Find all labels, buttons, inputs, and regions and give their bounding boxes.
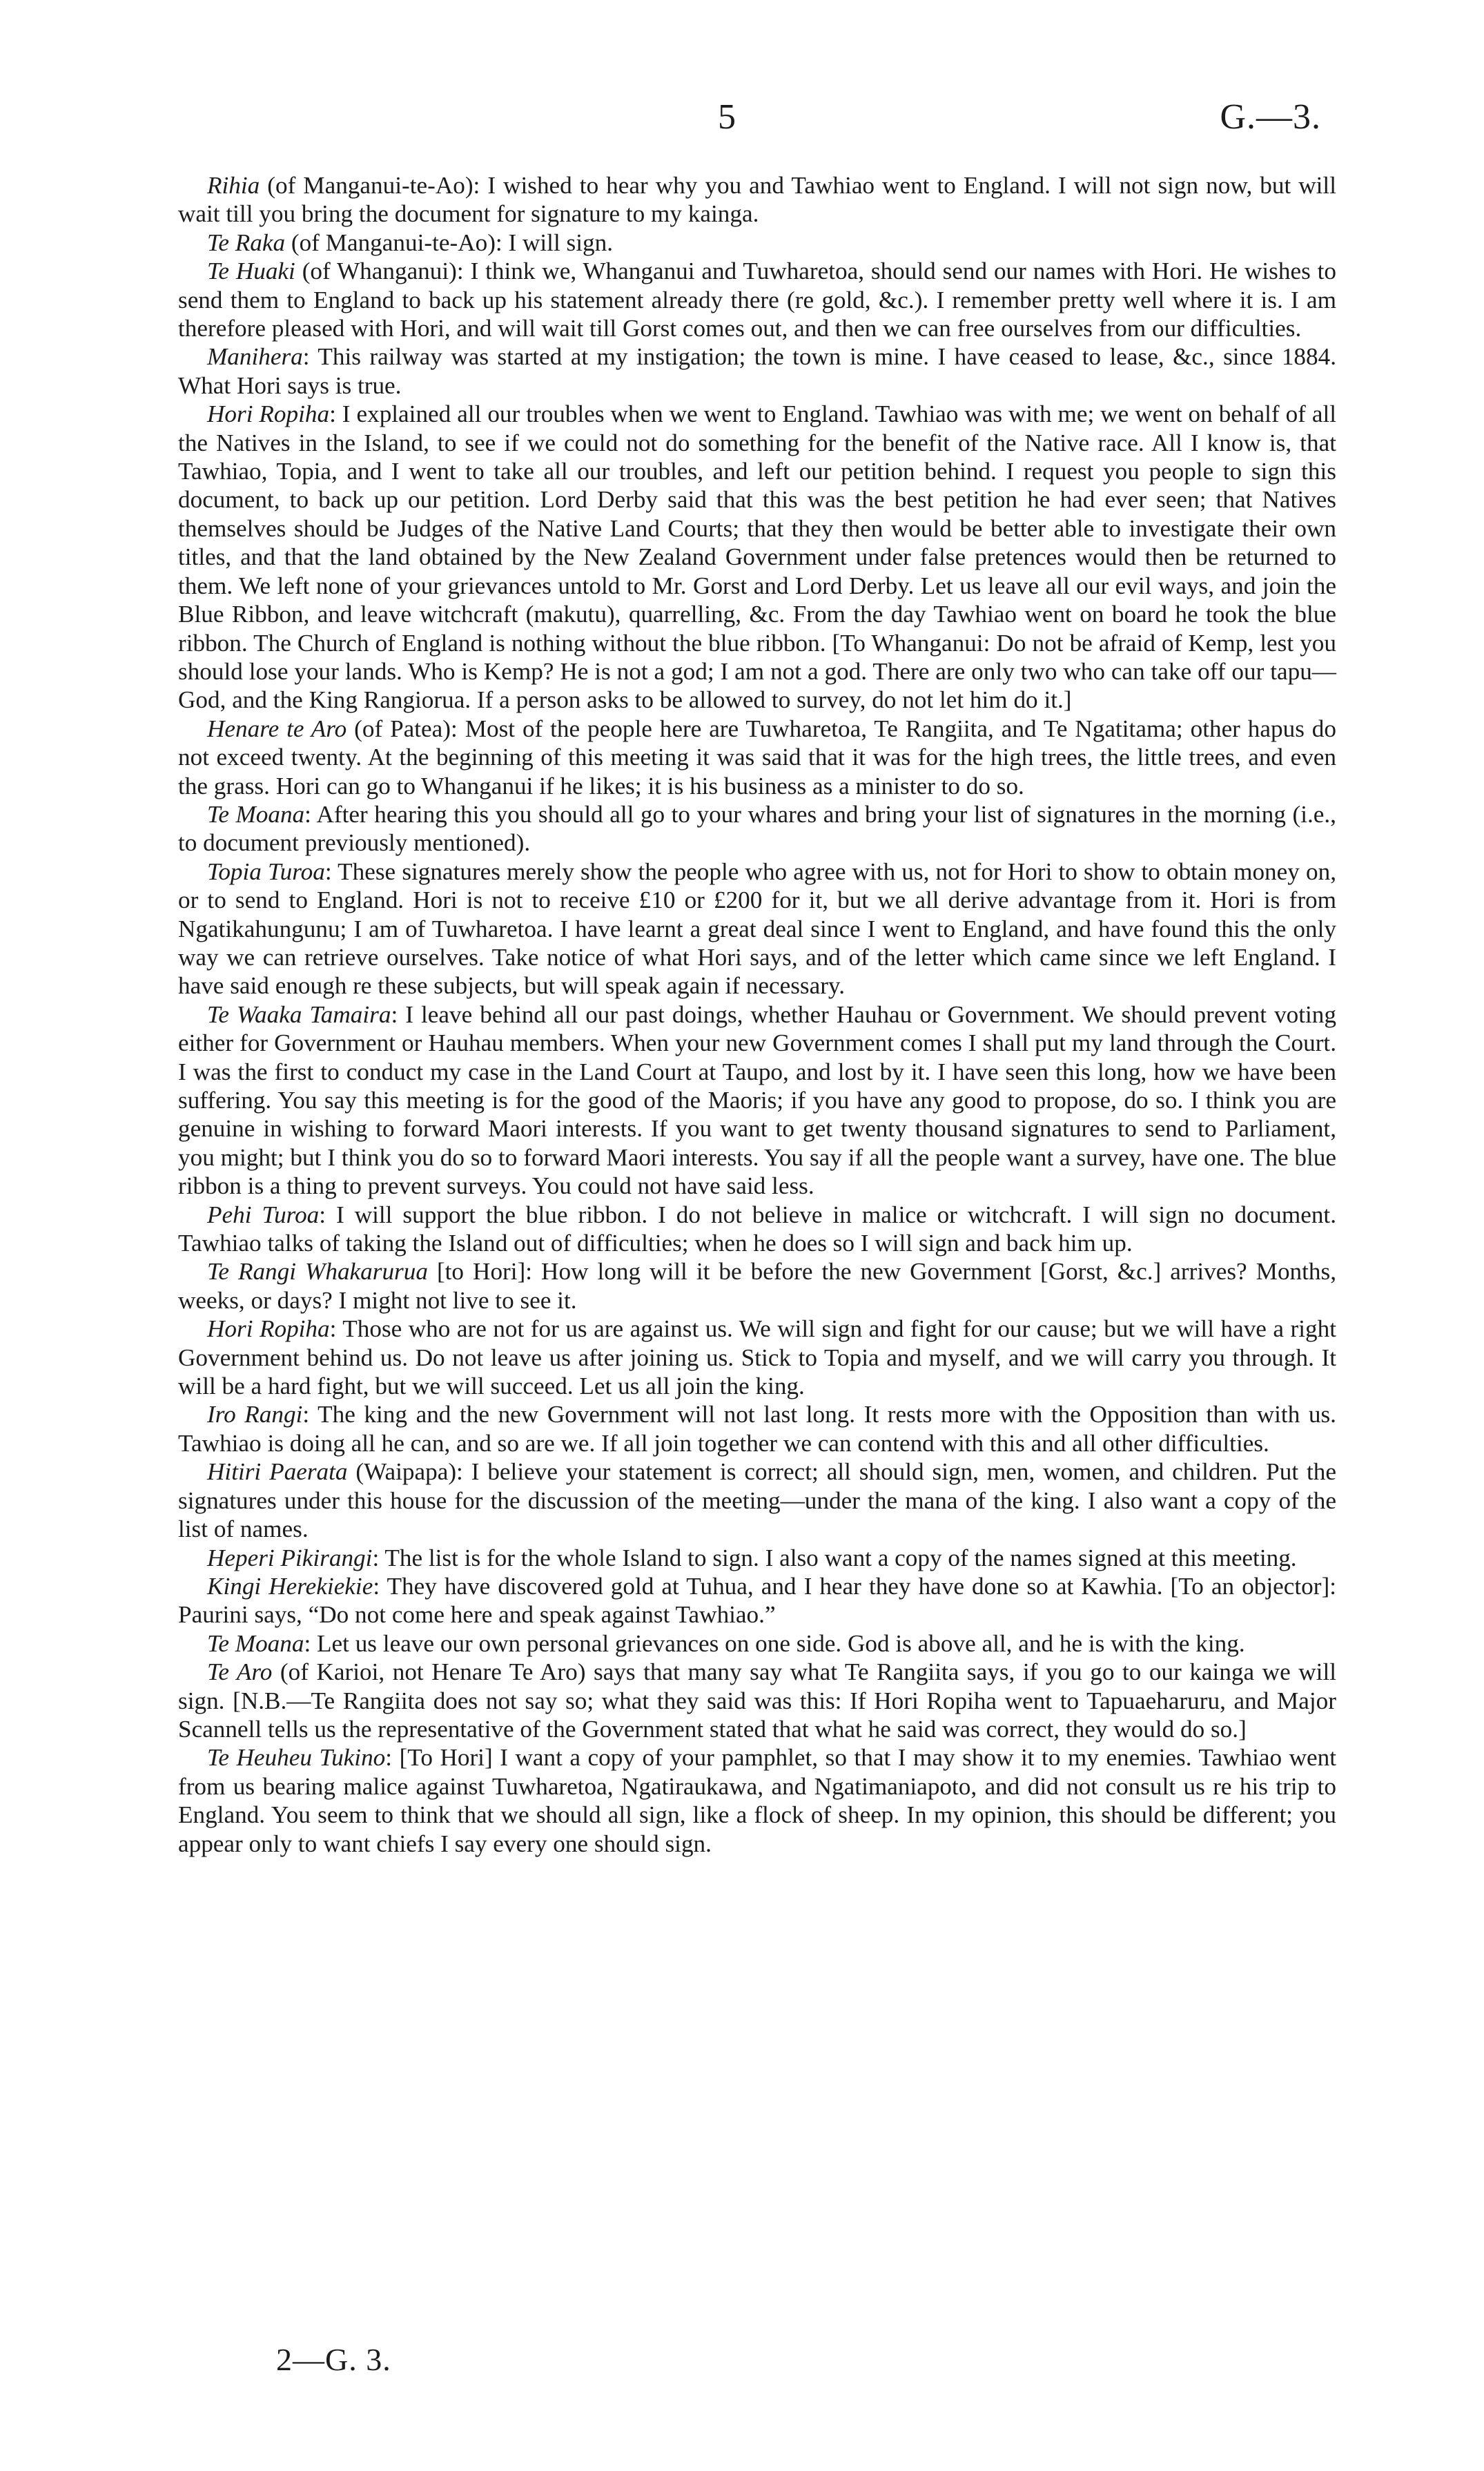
paragraph — [178, 400, 1336, 714]
document-reference: G.—3. — [1220, 97, 1321, 137]
paragraph — [178, 1544, 1336, 1572]
paragraph-text: : I explained all our troubles when we went to England. Tawhiao was with me; we went on behalf of all the Natives in the Island, to see if we could not do something for the benefit of the Native race. All I know is, that Tawhiao, Topia, and I went to take all our troubles, and left our petition behind. I request you people to sign this document, to back up our petition. Lord Derby said that this was the best petition he had ever seen; that Natives themselves should be Judges of the Native Land Courts; that they then would be better able to investigate their own titles, and that the land obtained by the New Zealand Government under false pretences would then be returned to them. We left none of your grievances untold to Mr. Gorst and Lord Derby. Let us leave all our evil ways, and join the Blue Ribbon, and leave witchcraft (makutu), quarrelling, &c. From the day Tawhiao went on board he took the blue ribbon. The Church of England is nothing without the blue ribbon. [To Whanganui: Do not be afraid of Kemp, lest you should lose your lands. Who is Kemp? He is not a god; I am not a god. There are only two who can take off our tapu—God, and the King Rangiorua. If a person asks to be allowed to survey, do not let him do it.] — [178, 400, 1336, 714]
speaker-name: Te Raka — [207, 229, 286, 256]
paragraph-text: (of Karioi, not Henare Te Aro) says that many say what Te Rangiita says, if you go to our kainga we will sign. [N.B.—Te Rangiita does not say so; what they said was this: If Hori Ropiha went to Tapuaeharuru, and Major Scannell tells us the representative of the Government stated that what he said was correct, they would do so.] — [178, 1658, 1337, 1743]
paragraph-text: (of Patea): Most of the people here are Tuwharetoa, Te Rangiita, and Te Ngatitama; other hapus do not exceed twenty. At the beginning of this meeting it was said that it was for the high trees, the little trees, and even the grass. Hori can go to Whanganui if he likes; it is his business as a minister to do so. — [178, 715, 1336, 800]
speaker-name: Kingi Herekiekie — [207, 1572, 373, 1600]
paragraph-text: (Waipapa): I believe your statement is correct; all should sign, men, women, and children. Put the signatures under this house for the discussion of the meeting—under the mana of the king. I also want a copy of the list of names. — [178, 1458, 1336, 1543]
speaker-name: Pehi Turoa — [207, 1201, 320, 1228]
paragraph-text: : I will support the blue ribbon. I do not believe in malice or witchcraft. I will sign no document. Tawhiao talks of taking the Island out of difficulties; when he does so I will sign and back him up. — [178, 1201, 1337, 1257]
paragraph-text: : After hearing this you should all go to your whares and bring your list of signatures in the morning (i.e., to document previously mentioned). — [178, 800, 1336, 857]
text-body — [178, 171, 1336, 1858]
paragraph — [178, 1658, 1336, 1743]
paragraph — [178, 1315, 1336, 1400]
paragraph-text: : The king and the new Government will not last long. It rests more with the Opposition than with us. Tawhiao is doing all he can, and so are we. If all join together we can contend with this and all other difficulties. — [178, 1401, 1336, 1457]
speaker-name: Te Huaki — [207, 258, 295, 285]
paragraph — [178, 1201, 1336, 1258]
paragraph-text: (of Whanganui): I think we, Whanganui and Tuwharetoa, should send our names with Hori. He wishes to send them to England to back up his statement already there (re gold, &c.). I remember pretty well where it is. I am therefore pleased with Hori, and will wait till Gorst comes out, and then we can free ourselves from our difficulties. — [178, 258, 1336, 342]
speaker-name: Te Moana — [207, 800, 305, 828]
paragraph — [178, 257, 1336, 342]
paragraph-text: [to Hori]: How long will it be before the new Government [Gorst, &c.] arrives? Months, weeks, or days? I might not live to see it. — [178, 1258, 1336, 1314]
speaker-name: Hori Ropiha — [207, 1315, 330, 1343]
paragraph — [178, 171, 1336, 229]
speaker-name: Rihia — [207, 172, 260, 199]
speaker-name: Te Rangi Whakarurua — [207, 1258, 428, 1286]
paragraph-text: : They have discovered gold at Tuhua, and I hear they have done so at Kawhia. [To an objector]: Paurini says, “Do not come here and speak against Tawhiao.” — [178, 1572, 1336, 1629]
speaker-name: Iro Rangi — [207, 1401, 303, 1428]
speaker-name: Te Waaka Tamaira — [207, 1000, 391, 1028]
paragraph-text: : This railway was started at my instigation; the town is mine. I have ceased to lease, &c., since 1884. What Hori says is true. — [178, 343, 1336, 399]
paragraph — [178, 342, 1336, 400]
paragraph-text: : The list is for the whole Island to sign. I also want a copy of the names signed at this meeting. — [372, 1544, 1297, 1571]
speaker-name: Henare te Aro — [207, 715, 347, 742]
paragraph-text: : I leave behind all our past doings, whether Hauhau or Government. We should prevent voting either for Government or Hauhau members. When your new Government comes I shall put my land through the Court. I was the first to conduct my case in the Land Court at Taupo, and lost by it. I have seen this long, how we have been suffering. You say this meeting is for the good of the Maoris; if you have any good to propose, do so. I think you are genuine in wishing to forward Maori interests. If you want to get twenty thousand signatures to send to Parliament, you might; but I think you do so to forward Maori interests. You say if all the people want a survey, have one. The blue ribbon is a thing to prevent surveys. You could not have said less. — [178, 1000, 1336, 1200]
signature-mark: 2—G. 3. — [276, 2342, 391, 2377]
paragraph — [178, 857, 1336, 1000]
paragraph — [178, 1572, 1336, 1629]
paragraph-text: (of Manganui-te-Ao): I will sign. — [285, 229, 613, 256]
speaker-name: Te Heuheu Tukino — [207, 1744, 386, 1772]
paragraph — [178, 1743, 1336, 1858]
speaker-name: Hori Ropiha — [207, 400, 330, 428]
page-number: 5 — [718, 97, 736, 137]
paragraph — [178, 1400, 1336, 1457]
paragraph — [178, 715, 1336, 800]
speaker-name: Te Moana — [207, 1629, 304, 1657]
paragraph — [178, 1629, 1336, 1658]
paragraph-text: : Those who are not for us are against us. We will sign and fight for our cause; but we will have a right Government behind us. Do not leave us after joining us. Stick to Topia and myself, and we will carry you through. It will be a hard fight, but we will succeed. Let us all join the king. — [178, 1315, 1336, 1400]
speaker-name: Hitiri Paerata — [207, 1458, 348, 1486]
speaker-name: Manihera — [207, 343, 303, 371]
paragraph — [178, 1257, 1336, 1315]
paragraph — [178, 800, 1336, 857]
paragraph-text: : These signatures merely show the people who agree with us, not for Hori to show to obtain money on, or to send to England. Hori is not to receive £10 or £200 for it, but we all derive advantage from it. Hori is from Ngatikahungunu; I am of Tuwharetoa. I have learnt a great deal since I went to England, and have found this the only way we can retrieve ourselves. Take notice of what Hori says, and of the letter which came since we left England. I have said enough re these subjects, but will speak again if necessary. — [178, 857, 1337, 1000]
speaker-name: Topia Turoa — [207, 857, 325, 885]
speaker-name: Heperi Pikirangi — [207, 1544, 373, 1571]
paragraph-text: : Let us leave our own personal grievances on one side. God is above all, and he is with the king. — [304, 1629, 1245, 1657]
paragraph — [178, 229, 1336, 257]
speaker-name: Te Aro — [207, 1658, 273, 1686]
paragraph-text: (of Manganui-te-Ao): I wished to hear why you and Tawhiao went to England. I will not sign now, but will wait till you bring the document for signature to my kainga. — [178, 172, 1336, 228]
paragraph — [178, 1000, 1336, 1201]
paragraph — [178, 1457, 1336, 1543]
paragraph-text: : [To Hori] I want a copy of your pamphlet, so that I may show it to my enemies. Tawhiao went from us bearing malice against Tuwharetoa, Ngatiraukawa, and Ngatimaniapoto, and did not consult us re his trip to England. You seem to think that we should all sign, like a flock of sheep. In my opinion, this should be different; you appear only to want chiefs I say every one should sign. — [178, 1744, 1337, 1857]
